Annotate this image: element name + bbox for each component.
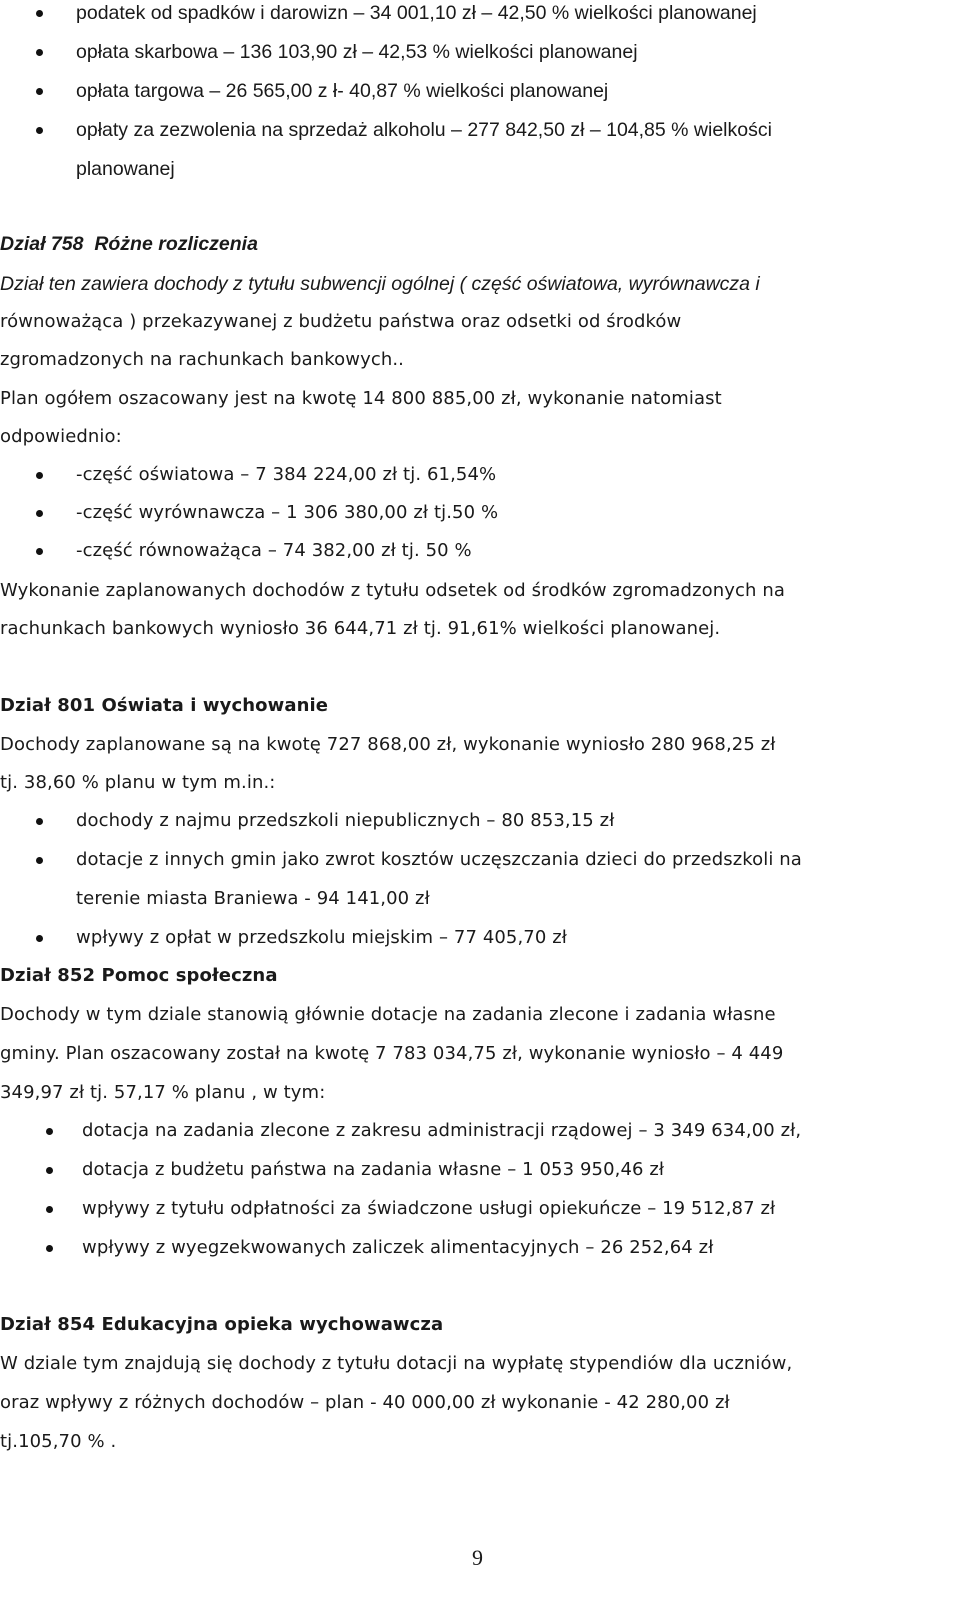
list-item: opłata skarbowa – 136 103,90 zł – 42,53 % wielkości planowanej: [76, 41, 638, 63]
bullet-icon: [36, 88, 43, 95]
paragraph-line: Dochody w tym dziale stanowią głównie dotacje na zadania zlecone i zadania własne: [0, 1004, 776, 1025]
paragraph-line: oraz wpływy z różnych dochodów – plan - 40 000,00 zł wykonanie - 42 280,00 zł: [0, 1392, 730, 1413]
list-item-continuation: terenie miasta Braniewa - 94 141,00 zł: [76, 888, 430, 909]
section-heading-854: Dział 854 Edukacyjna opieka wychowawcza: [0, 1314, 444, 1335]
bullet-icon: [36, 935, 43, 942]
bullet-icon: [36, 857, 43, 864]
list-item: opłaty za zezwolenia na sprzedaż alkoholu – 277 842,50 zł – 104,85 % wielkości: [76, 119, 772, 141]
list-item: podatek od spadków i darowizn – 34 001,10 zł – 42,50 % wielkości planowanej: [76, 2, 757, 24]
paragraph-line: zgromadzonych na rachunkach bankowych..: [0, 349, 404, 370]
paragraph-line: gminy. Plan oszacowany został na kwotę 7 783 034,75 zł, wykonanie wyniosło – 4 449: [0, 1043, 784, 1064]
paragraph-line: W dziale tym znajdują się dochody z tytułu dotacji na wypłatę stypendiów dla uczniów,: [0, 1353, 793, 1374]
heading-title: Różne rozliczenia: [94, 233, 258, 255]
list-item: wpływy z wyegzekwowanych zaliczek alimentacyjnych – 26 252,64 zł: [82, 1237, 714, 1258]
list-item: dotacja na zadania zlecone z zakresu administracji rządowej – 3 349 634,00 zł,: [82, 1120, 802, 1141]
paragraph-line: 349,97 zł tj. 57,17 % planu , w tym:: [0, 1082, 326, 1103]
section-heading-758: [0, 231, 258, 257]
list-item: -część oświatowa – 7 384 224,00 zł tj. 61,54%: [76, 464, 497, 485]
list-item: wpływy z tytułu odpłatności za świadczone usługi opiekuńcze – 19 512,87 zł: [82, 1198, 776, 1219]
bullet-icon: [36, 472, 43, 479]
list-item: dochody z najmu przedszkoli niepublicznych – 80 853,15 zł: [76, 810, 615, 831]
paragraph-line: Plan ogółem oszacowany jest na kwotę 14 800 885,00 zł, wykonanie natomiast: [0, 388, 722, 409]
paragraph-line: Wykonanie zaplanowanych dochodów z tytułu odsetek od środków zgromadzonych na: [0, 580, 785, 601]
bullet-icon: [46, 1128, 53, 1135]
bullet-icon: [36, 510, 43, 517]
bullet-icon: [36, 10, 43, 17]
bullet-icon: [36, 49, 43, 56]
bullet-icon: [46, 1167, 53, 1174]
list-item: wpływy z opłat w przedszkolu miejskim – 77 405,70 zł: [76, 927, 567, 948]
list-item: -część wyrównawcza – 1 306 380,00 zł tj.50 %: [76, 502, 499, 523]
paragraph-line: tj. 38,60 % planu w tym m.in.:: [0, 772, 276, 793]
list-item: dotacja z budżetu państwa na zadania własne – 1 053 950,46 zł: [82, 1159, 665, 1180]
paragraph-line: odpowiednio:: [0, 426, 122, 447]
paragraph-line: rachunkach bankowych wyniosło 36 644,71 zł tj. 91,61% wielkości planowanej.: [0, 618, 721, 639]
paragraph-line: tj.105,70 % .: [0, 1431, 117, 1452]
bullet-icon: [36, 127, 43, 134]
list-item: opłata targowa – 26 565,00 z ł- 40,87 % wielkości planowanej: [76, 80, 609, 102]
paragraph-line: Dział ten zawiera dochody z tytułu subwencji ogólnej ( część oświatowa, wyrównawcza i: [0, 273, 760, 295]
heading-number: Dział 758: [0, 233, 84, 255]
bullet-icon: [36, 548, 43, 555]
list-item: -część równoważąca – 74 382,00 zł tj. 50 %: [76, 540, 472, 561]
list-item: dotacje z innych gmin jako zwrot kosztów uczęszczania dzieci do przedszkoli na: [76, 849, 802, 870]
list-item-continuation: planowanej: [76, 158, 175, 180]
paragraph-line: Dochody zaplanowane są na kwotę 727 868,00 zł, wykonanie wyniosło 280 968,25 zł: [0, 734, 776, 755]
section-heading-801: Dział 801 Oświata i wychowanie: [0, 695, 329, 716]
bullet-icon: [36, 818, 43, 825]
section-heading-852: Dział 852 Pomoc społeczna: [0, 965, 278, 986]
bullet-icon: [46, 1206, 53, 1213]
page-number: 9: [472, 1545, 483, 1570]
bullet-icon: [46, 1245, 53, 1252]
paragraph-line: równoważąca ) przekazywanej z budżetu państwa oraz odsetki od środków: [0, 311, 682, 332]
